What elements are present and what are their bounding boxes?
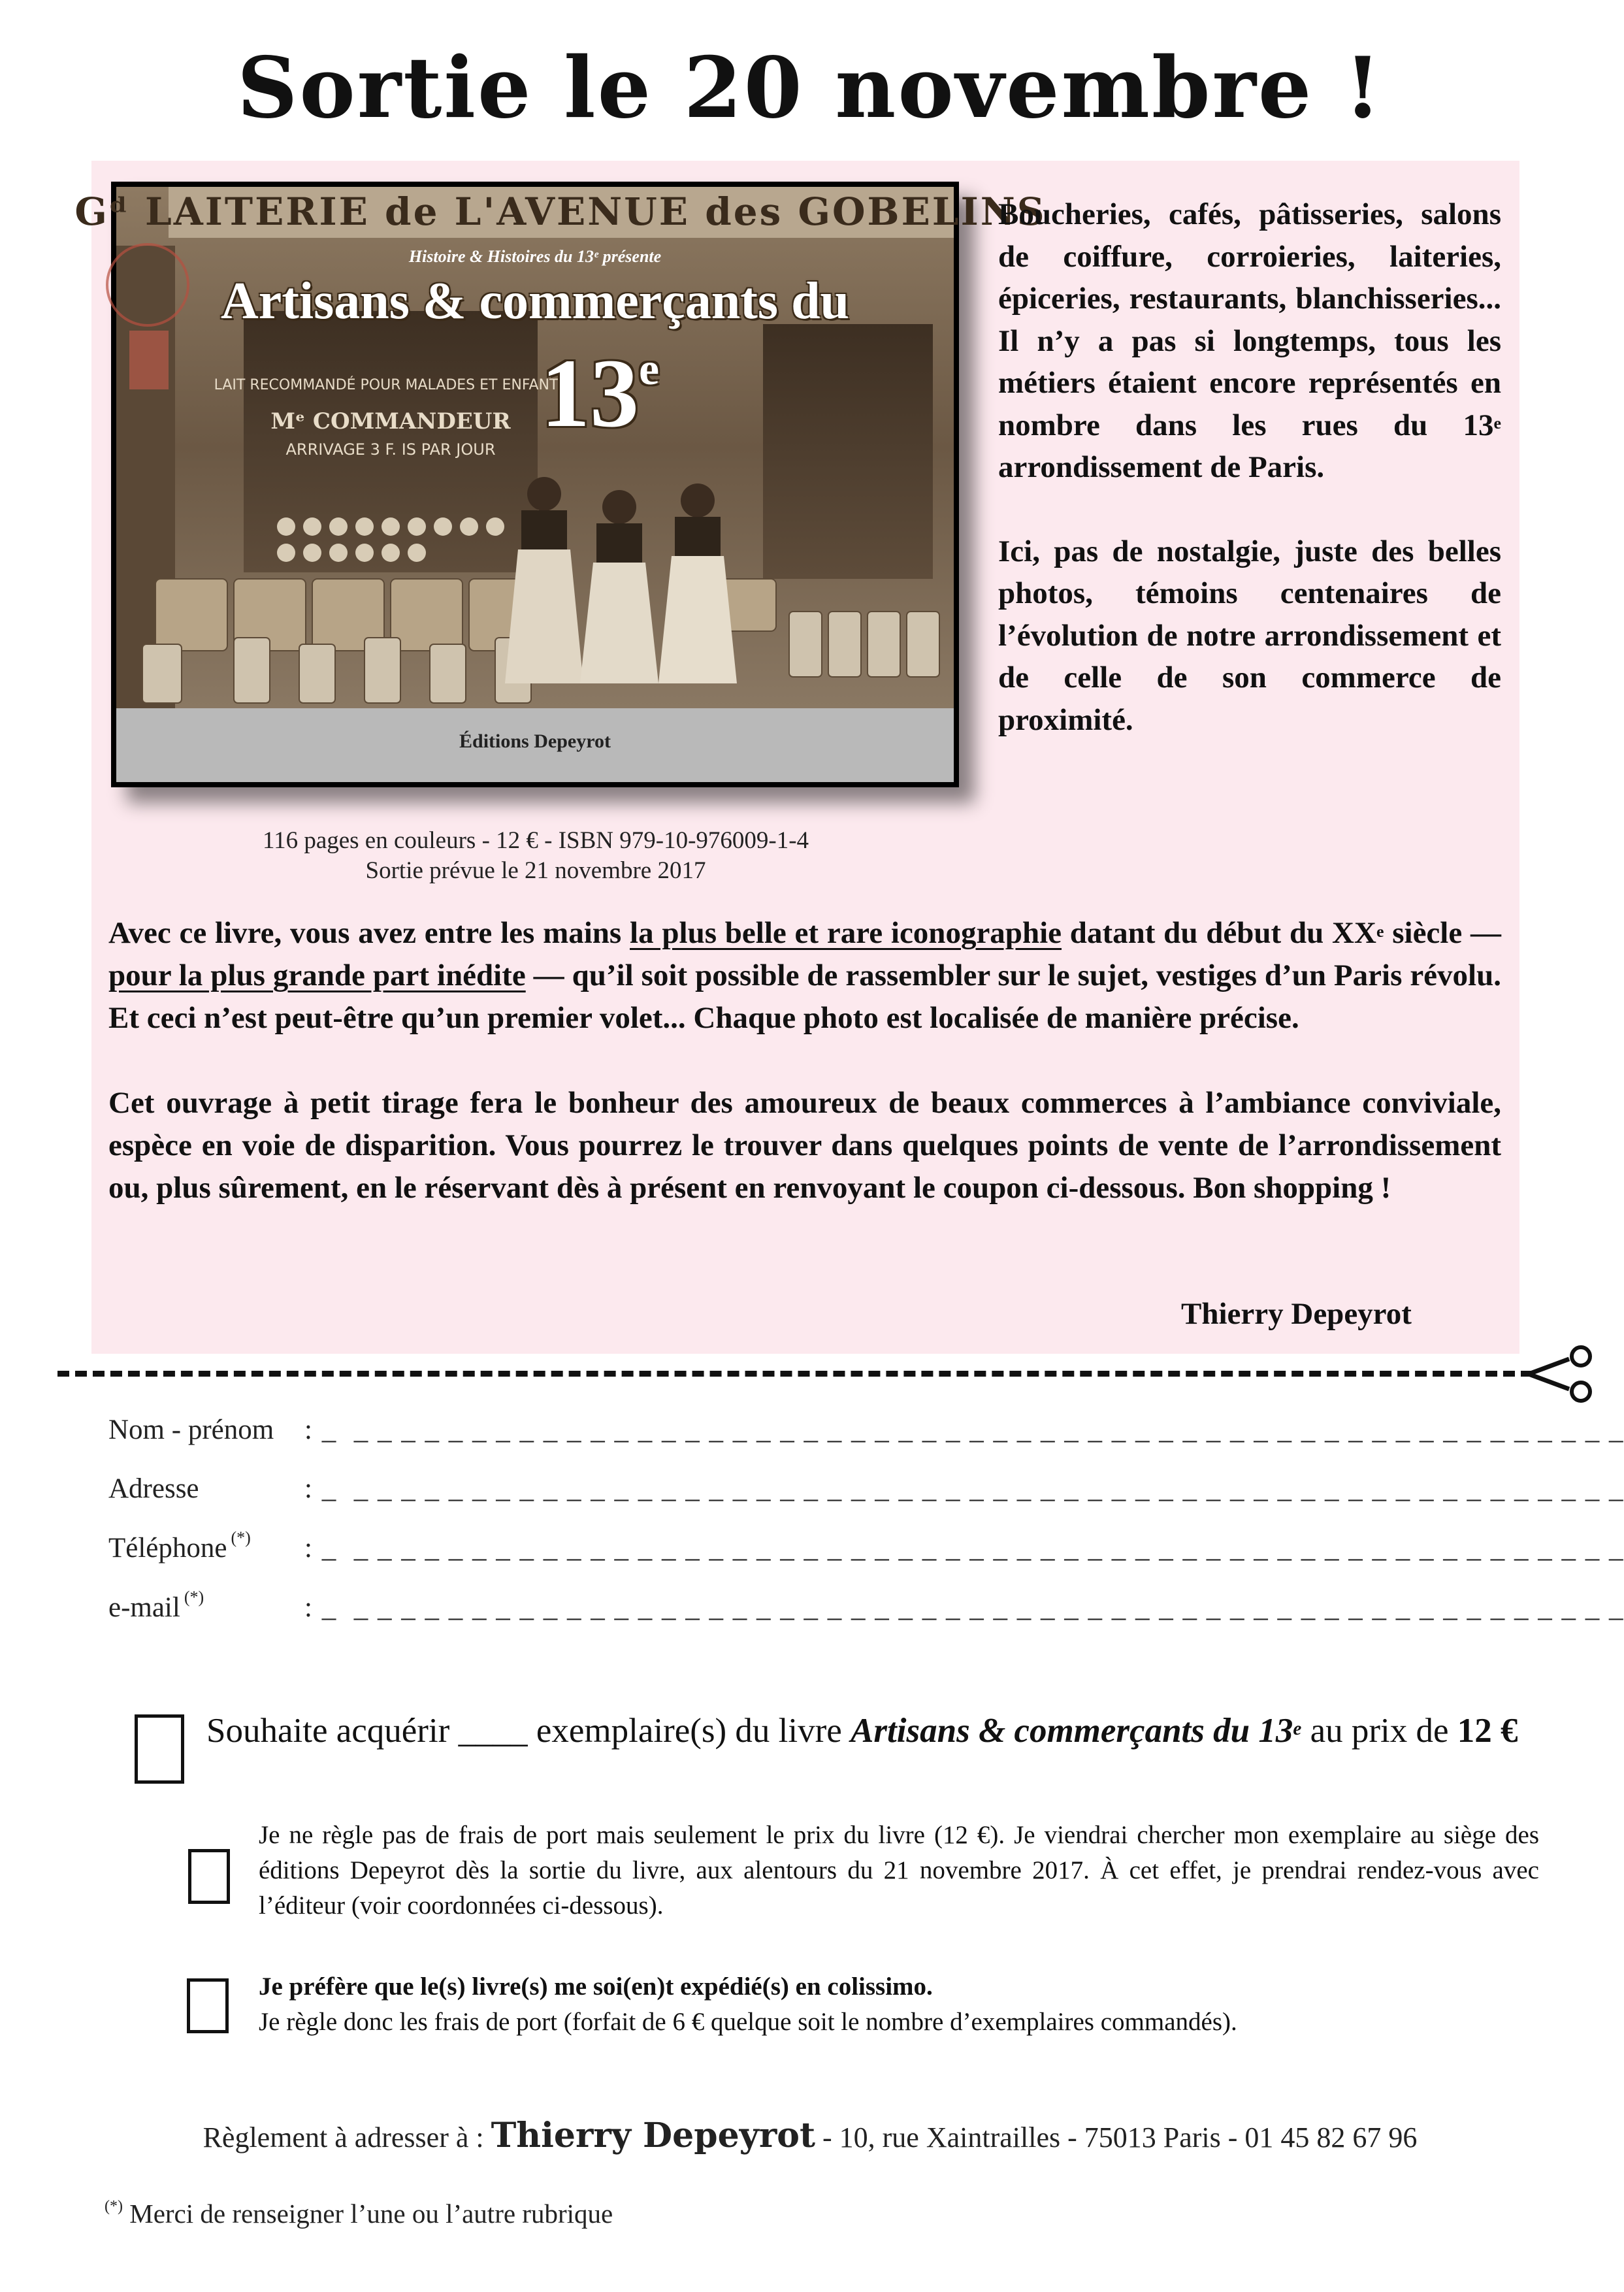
svg-text:Mᵉ COMMANDEUR: Mᵉ COMMANDEUR xyxy=(270,408,511,434)
field-label-address: Adresse xyxy=(108,1473,199,1504)
cover-title: Artisans & commerçants du xyxy=(220,272,850,330)
name-input-line[interactable]: : _ _ _ _ _ _ _ _ _ _ _ _ _ _ _ _ _ _ _ _ _ _ _ _ _ _ _ _ _ _ _ _ _ _ _ _ _ _ _ _ _ _ _ _ _ _ _ _ _ _ _ _ _ _ _ xyxy=(304,1415,1624,1445)
cover-publisher: Éditions Depeyrot xyxy=(459,730,611,752)
cover-number: 13e xyxy=(541,339,660,448)
body-paragraph-2: Cet ouvrage à petit tirage fera le bonheur des amoureux de beaux commerces à l’ambiance conviviale, espèce en voie de disparition. Vous pourrez le trouver dans quelques points de vente de l’arrondissement ou, plus sûrement, en le réservant dès à présent en renvoyant le coupon ci-dessous. Bon shopping ! xyxy=(108,1086,1501,1205)
address-input-line[interactable]: : _ _ _ _ _ _ _ _ _ _ _ _ _ _ _ _ _ _ _ _ _ _ _ _ _ _ _ _ _ _ _ _ _ _ _ _ _ _ _ _ _ _ _ _ _ _ _ _ _ _ _ _ _ _ _ xyxy=(304,1473,1624,1504)
intro-paragraph-2: Ici, pas de nostalgie, juste des belles photos, témoins centenaires de l’évolution de notre arrondissement et de celle de son commerce de proximité. xyxy=(998,534,1501,737)
cut-line xyxy=(57,1371,1533,1377)
book-caption xyxy=(0,826,1071,886)
shipping-checkbox[interactable] xyxy=(187,1978,229,2033)
shipping-option-text xyxy=(259,1969,1539,2040)
body-paragraph-1: Avec ce livre, vous avez entre les mains la plus belle et rare iconographie datant du début du XXe siècle — pour la plus grande part inédite — qu’il soit possible de rassembler sur le sujet, vestiges d’un Paris révolu. Et ceci n’est peut-être qu’un premier volet... Chaque photo est localisée de manière précise. xyxy=(108,916,1501,1035)
footnote: (*) Merci de renseigner l’une ou l’autre rubrique xyxy=(105,2198,613,2229)
book-cover xyxy=(74,182,1047,787)
pickup-option-text: Je ne règle pas de frais de port mais seulement le prix du livre (12 €). Je viendrai chercher mon exemplaire au siège des éditions Depeyrot dès la sortie du livre, aux alentours du 21 novembre 2017. À cet effet, je prendrai rendez-vous avec l’éditeur (voir coordonnées ci-dessous). xyxy=(259,1821,1539,1920)
order-checkbox[interactable] xyxy=(135,1714,184,1784)
shipping-option-detail: Je règle donc les frais de port (forfait de 6 € quelque soit le nombre d’exemplaires commandés). xyxy=(259,2008,1237,2036)
headline: Sortie le 20 novembre ! xyxy=(236,39,1384,137)
field-label-email: e-mail (*) xyxy=(108,1588,204,1623)
intro-paragraph-1: Boucheries, cafés, pâtisseries, salons de coiffure, corroieries, laiteries, épiceries, restaurants, blanchisseries... Il n’y a pas si longtemps, tous les métiers étaient encore représentés en nombre dans les rues du 13e arrondissement de Paris. xyxy=(998,197,1501,484)
shipping-option-title: Je préfère que le(s) livre(s) me soi(en)t expédié(s) en colissimo. xyxy=(259,1973,933,2001)
intro-text xyxy=(998,193,1501,741)
email-input-line[interactable]: : _ _ _ _ _ _ _ _ _ _ _ _ _ _ _ _ _ _ _ _ _ _ _ _ _ _ _ _ _ _ _ _ _ _ _ _ _ _ _ _ _ _ _ _ _ _ _ _ _ _ _ _ _ _ _ xyxy=(304,1592,1624,1623)
cover-shop-sign: Gᵈ LAITERIE de L'AVENUE des GOBELINS xyxy=(74,189,1047,234)
pickup-checkbox[interactable] xyxy=(188,1849,230,1904)
body-text xyxy=(108,912,1501,1209)
payment-address: Règlement à adresser à : Thierry Depeyrot - 10, rue Xaintrailles - 75013 Paris - 01 45 82 67 96 xyxy=(203,2116,1418,2155)
phone-input-line[interactable]: : _ _ _ _ _ _ _ _ _ _ _ _ _ _ _ _ _ _ _ _ _ _ _ _ _ _ _ _ _ _ _ _ _ _ _ _ _ _ _ _ _ _ _ _ _ _ _ _ _ _ _ _ _ _ _ xyxy=(304,1533,1624,1563)
signature: Thierry Depeyrot xyxy=(1181,1297,1412,1331)
caption-line-1: 116 pages en couleurs - 12 € - ISBN 979-10-976009-1-4 xyxy=(262,827,809,854)
order-text: Souhaite acquérir ____ exemplaire(s) du livre Artisans & commerçants du 13e au prix de 12 € xyxy=(206,1712,1518,1750)
cover-band xyxy=(116,708,954,782)
svg-text:ARRIVAGE 3 F. IS PAR JOUR: ARRIVAGE 3 F. IS PAR JOUR xyxy=(285,440,496,459)
field-label-name: Nom - prénom xyxy=(108,1415,274,1445)
caption-line-2: Sortie prévue le 21 novembre 2017 xyxy=(365,857,706,884)
field-label-phone: Téléphone (*) xyxy=(108,1528,251,1563)
svg-text:LAIT RECOMMANDÉ POUR MALADES E: LAIT RECOMMANDÉ POUR MALADES ET ENFANTS xyxy=(214,377,568,393)
scissors-icon xyxy=(1529,1345,1597,1403)
cover-series-line: Histoire & Histoires du 13ᵉ présente xyxy=(408,247,662,266)
